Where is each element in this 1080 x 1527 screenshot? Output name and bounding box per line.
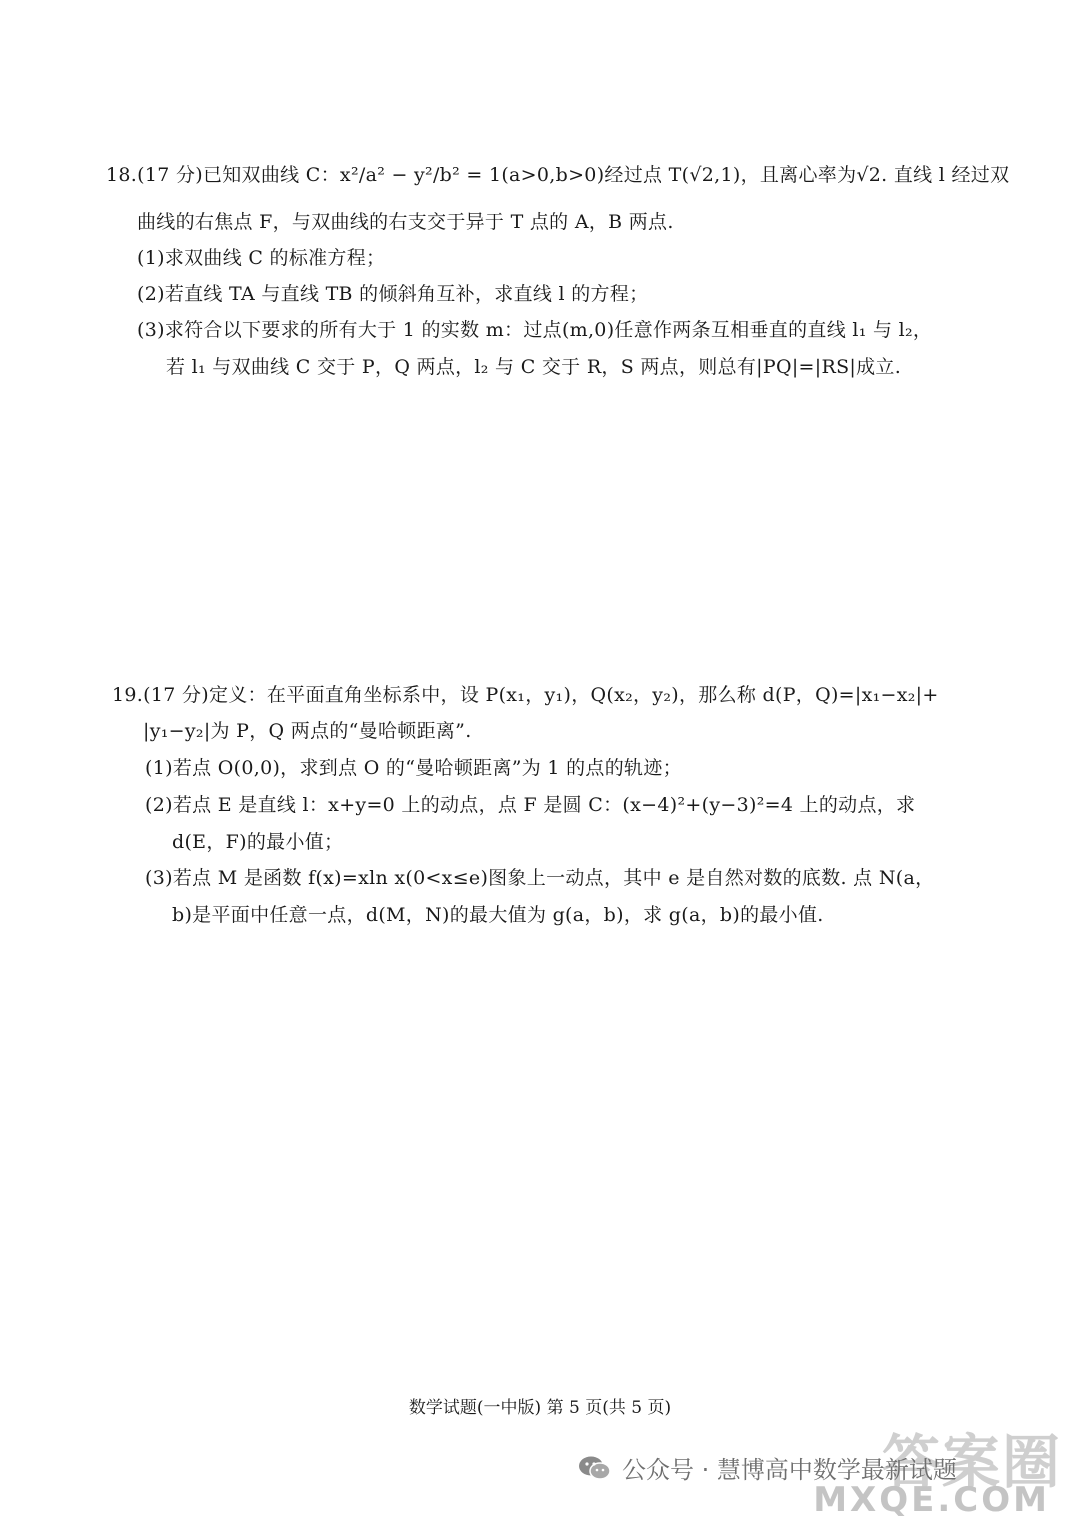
q19-part3-line1: (3)若点 M 是函数 f(x)=xln x(0<x≤e)图象上一动点，其中 e 是自然对数的底数. 点 N(a， — [145, 867, 935, 889]
wechat-watermark — [578, 1450, 957, 1485]
q19-part3-line2: b)是平面中任意一点，d(M，N)的最大值为 g(a，b)，求 g(a，b)的最小值. — [172, 904, 824, 926]
page-footer: 数学试题(一中版) 第 5 页(共 5 页) — [408, 1398, 672, 1418]
q19-part2-line1: (2)若点 E 是直线 l：x+y=0 上的动点，点 F 是圆 C：(x−4)²+(y−3)²=4 上的动点，求 — [145, 794, 916, 816]
q18-part3-line1: (3)求符合以下要求的所有大于 1 的实数 m：过点(m,0)任意作两条互相垂直的直线 l₁ 与 l₂， — [137, 319, 933, 341]
watermark-url: MXQE.COM — [813, 1480, 1050, 1520]
watermark-logo: 答案圈 — [881, 1428, 1062, 1496]
q19-stem-line1: 19.(17 分)定义：在平面直角坐标系中，设 P(x₁，y₁)，Q(x₂，y₂)，那么称 d(P，Q)=|x₁−x₂|+ — [112, 684, 939, 706]
wechat-icon — [578, 1455, 612, 1481]
q19-part2-line2: d(E，F)的最小值； — [172, 831, 344, 853]
q18-stem-line2: 曲线的右焦点 F，与双曲线的右支交于异于 T 点的 A，B 两点. — [137, 211, 674, 233]
q18-stem-line1: 18.(17 分)已知双曲线 C：x²/a² − y²/b² = 1(a>0,b>0)经过点 T(√2,1)，且离心率为√2. 直线 l 经过双 — [106, 164, 1010, 186]
q18-part1: (1)求双曲线 C 的标准方程； — [137, 247, 386, 269]
q18-part3-line2: 若 l₁ 与双曲线 C 交于 P，Q 两点，l₂ 与 C 交于 R，S 两点，则总有|PQ|=|RS|成立. — [166, 356, 902, 378]
q19-part1: (1)若点 O(0,0)，求到点 O 的“曼哈顿距离”为 1 的点的轨迹； — [145, 757, 682, 779]
q18-part2: (2)若直线 TA 与直线 TB 的倾斜角互补，求直线 l 的方程； — [137, 283, 649, 305]
wechat-account-text: 公众号 · 慧博高中数学最新试题 — [622, 1456, 957, 1484]
q19-stem-line2: |y₁−y₂|为 P，Q 两点的“曼哈顿距离”. — [143, 720, 472, 742]
